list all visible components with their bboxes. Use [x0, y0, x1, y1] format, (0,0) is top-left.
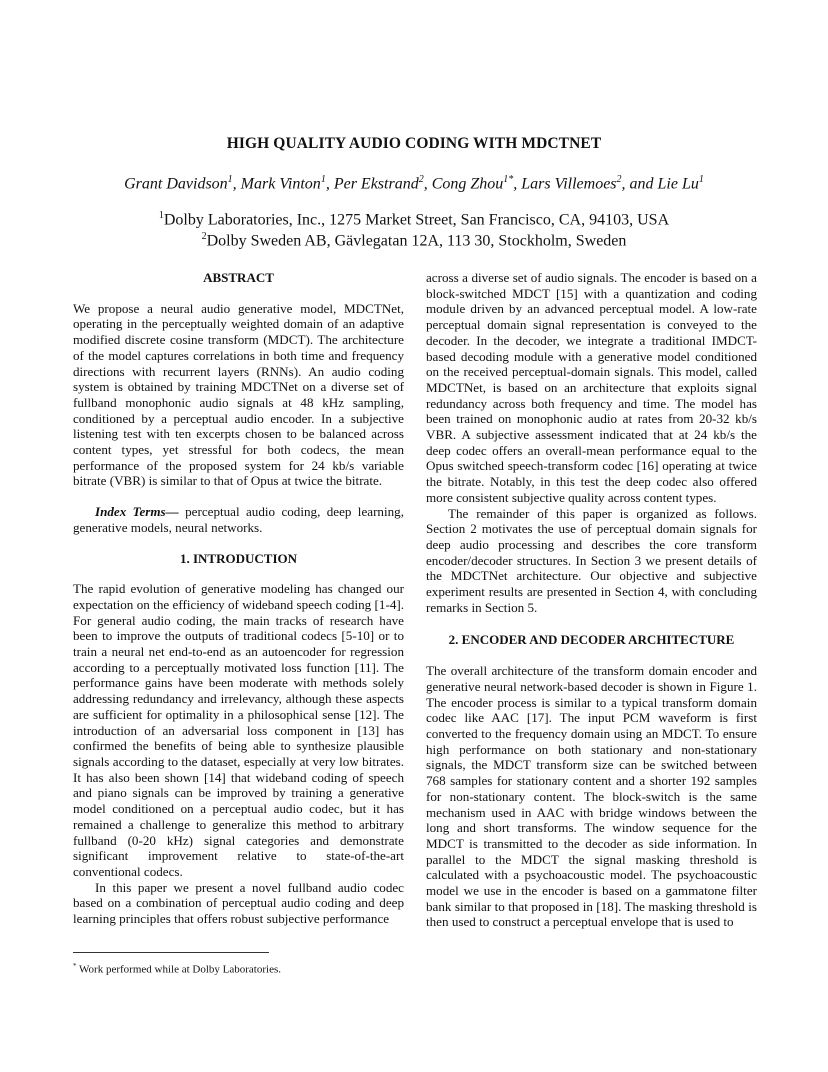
introduction-paragraph-2-cont: across a diverse set of audio signals. The encoder is based on a block-switched MDCT [15] with a quantization and coding module driven by an advanced perceptual model. A low-rate perceptual domain signal representation is conveyed to the decoder. In the decoder, we integrate a traditional IMDCT-based decoding module with a generative model conditioned on the received perceptual-domain signals. This model, called MDCTNet, is based on an architecture that exploits signal redundancy across both frequency and time. The model has been trained on monophonic audio at rates from 20-32 kb/s VBR. A subjective assessment indicated that at 24 kb/s the deep codec offers an overall-mean performance equal to the Opus switched speech-transform codec [16] operating at twice the bitrate. Notably, in this test the deep codec also offered more consistent subjective quality across content types.	[426, 270, 757, 505]
footnote-text: Work performed while at Dolby Laboratories.	[76, 963, 281, 976]
affiliation-mark: 1	[158, 210, 164, 221]
footnote	[73, 962, 281, 976]
paper-title: HIGH QUALITY AUDIO CODING WITH MDCTNET	[226, 135, 602, 152]
right-column	[426, 270, 757, 930]
affiliation-text: Dolby Laboratories, Inc., 1275 Market Street, San Francisco, CA, 94103, USA	[163, 211, 670, 229]
abstract-heading: ABSTRACT	[203, 270, 274, 285]
introduction-paragraph-1: The rapid evolution of generative modeling has changed our expectation on the efficiency of wideband speech coding [1-4]. For general audio coding, the main tracks of research have been to improve the outputs of traditional codecs [5-10] or to train a neural net end-to-end as an autoencoder for regression according to a perceptually motivated loss function [11]. The performance gains have been moderate with methods solely addressing redundancy and irrelevancy, although these aspects are sufficient for optimality in a philosophical sense [12]. The introduction of an adversarial loss component in [13] has confirmed the benefits of being able to synthesize plausible signals according to the dataset, especially at very low bitrates. It has also been shown [14] that wideband coding of speech and piano signals can be improved by training a generative model conditioned on a perceptual audio codec, but it has remained a challenge to generalize this method to arbitrary fullband (0-20 kHz) signal categories and demonstrate significant improvement relative to state-of-the-art conventional codecs.	[73, 581, 404, 879]
author-affiliation-mark: 1	[320, 174, 326, 185]
footnote-divider	[73, 952, 269, 953]
index-terms-label: Index Terms—	[95, 504, 179, 520]
index-terms	[73, 504, 404, 535]
author-affiliation-mark: 1	[698, 174, 704, 185]
index-terms-text: perceptual audio coding, deep learning, generative models, neural networks.	[73, 504, 404, 535]
author-separator: ,	[232, 175, 241, 193]
author-affiliation-mark: 1*	[503, 174, 514, 185]
author-affiliation-mark: 1	[227, 174, 233, 185]
introduction-paragraph-3: The remainder of this paper is organized as follows. Section 2 motivates the use of perceptual domain signals for deep audio processing and describes the core transform encoder/decoder structures. In Section 3 we present details of the MDCTNet architecture. Our objective and subjective experiment results are presented in Section 4, with concluding remarks in Section 5.	[426, 505, 757, 615]
architecture-paragraph-1: The overall architecture of the transform domain encoder and generative neural network-based decoder is shown in Figure 1. The encoder process is similar to a typical transform domain codec like AAC [17]. The input PCM waveform is first converted to the frequency domain using an MDCT. To ensure high performance on both stationary and non-stationary signals, the MDCT transform size can be switched between 768 samples for stationary content and a shorter 192 samples for non-stationary content. The block-switch is the same mechanism used in AAC with bridge windows between the long and short transforms. The window sequence for the MDCT is transmitted to the decoder as side information. In parallel to the MDCT the signal masking threshold is calculated with a psychoacoustic model. The psychoacoustic model we use in the encoder is based on a gammatone filter bank similar to that proposed in [18]. The masking threshold is then used to construct a perceptual envelope that is used to	[426, 663, 757, 930]
author-name: Grant Davidson	[124, 175, 228, 193]
author-name: Per Ekstrand	[333, 175, 419, 193]
author-name: Mark Vinton	[240, 175, 321, 193]
author-name: Cong Zhou	[431, 175, 504, 193]
author-name: Lars Villemoes	[521, 175, 617, 193]
author-affiliation-mark: 2	[616, 174, 622, 185]
author-affiliation-mark: 2	[418, 174, 424, 185]
introduction-heading: 1. INTRODUCTION	[179, 550, 297, 566]
footnote-mark: *	[73, 962, 77, 970]
author-separator: ,	[325, 175, 334, 193]
author-separator: , and	[621, 175, 658, 193]
introduction-paragraph-2-start: In this paper we present a novel fullband audio codec based on a combination of perceptual audio coding and deep learning principles that offers robust subjective performance	[73, 879, 404, 927]
affiliation-2	[0, 231, 828, 250]
author-separator: ,	[423, 175, 432, 193]
affiliation-1	[0, 210, 828, 229]
abstract-body: We propose a neural audio generative model, MDCTNet, operating in the perceptually weighted domain of an adaptive modified discrete cosine transform (MDCT). The architecture of the model captures correlations in both time and frequency directions with recurrent layers (RNNs). An audio coding system is obtained by training MDCTNet on a diverse set of fullband monophonic audio signals at 48 kHz sampling, conditioned by a perceptual audio encoder. In a subjective listening test with ten excerpts chosen to be balanced across content types, yet stressful for both codecs, the mean performance of the proposed system for 24 kb/s variable bitrate (VBR) is similar to that of Opus at twice the bitrate.	[73, 300, 404, 489]
author-list	[0, 174, 828, 193]
affiliation-text: Dolby Sweden AB, Gävlegatan 12A, 113 30, Stockholm, Sweden	[206, 232, 627, 250]
author-name: Lie Lu	[657, 175, 699, 193]
affiliation-mark: 2	[201, 231, 207, 242]
left-column	[73, 270, 404, 927]
author-separator: ,	[513, 175, 522, 193]
architecture-heading: 2. ENCODER AND DECODER ARCHITECTURE	[448, 632, 735, 648]
